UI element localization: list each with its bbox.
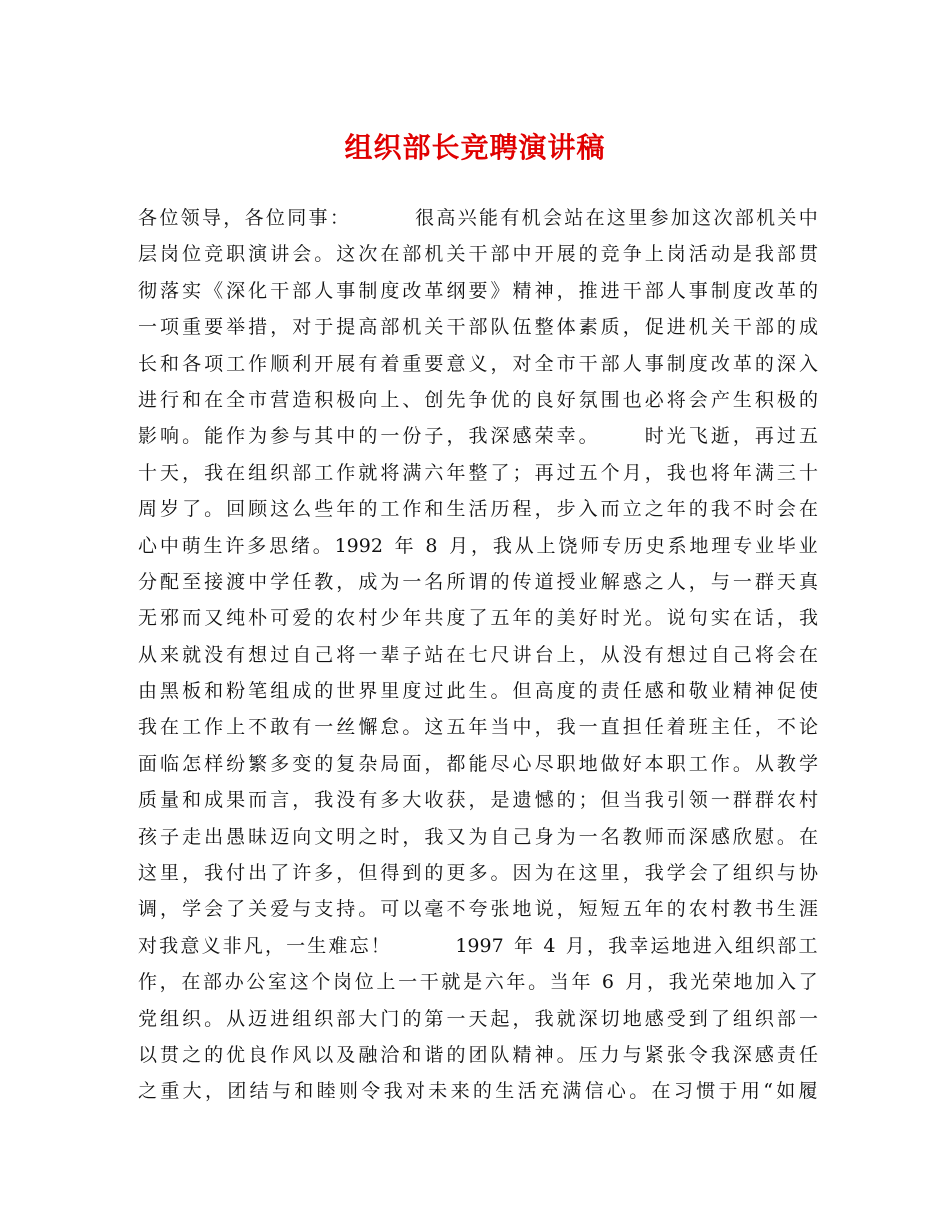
document-body (138, 200, 818, 1110)
body-line: 以 贯 之 的 优 良 作 风 以 及 融 洽 和 谐 的 团 队 精 神 。 压 力 与 紧 张 令 我 深 感 责 任 (138, 1043, 818, 1066)
body-line: 分 配 至 接 渡 中 学 任 教 ， 成 为 一 名 所 谓 的 传 道 授 业 解 惑 之 人 ， 与 一 群 天 真 (138, 570, 818, 593)
body-line: 十 天 ， 我 在 组 织 部 工 作 就 将 满 六 年 整 了 ； 再 过 五 个 月 ， 我 也 将 年 满 三 十 (138, 461, 818, 484)
body-line: 作 ， 在 部 办 公 室 这 个 岗 位 上 一 干 就 是 六 年 。 当 年 6 月 ， 我 光 荣 地 加 入 了 (138, 971, 818, 994)
body-line: 各 位 领 导 ， 各 位 同 事 ： 很 高 兴 能 有 机 会 站 在 这 里 参 加 这 次 部 机 关 中 (138, 207, 818, 229)
body-line: 我 在 工 作 上 不 敢 有 一 丝 懈 怠 。 这 五 年 当 中 ， 我 一 直 担 任 着 班 主 任 ， 不 论 (138, 716, 818, 739)
body-line: 层 岗 位 竞 职 演 讲 会 。 这 次 在 部 机 关 干 部 中 开 展 的 竞 争 上 岗 活 动 是 我 部 贯 (138, 243, 818, 266)
body-line: 对 我 意 义 非 凡 ， 一 生 难 忘 ！ 1997 年 4 月 ， 我 幸 运 地 进 入 组 织 部 工 (138, 934, 818, 957)
body-line: 彻 落 实 《 深 化 干 部 人 事 制 度 改 革 纲 要 》 精 神 ， 推 进 干 部 人 事 制 度 改 革 的 (138, 279, 818, 302)
body-line: 由 黑 板 和 粉 笔 组 成 的 世 界 里 度 过 此 生 。 但 高 度 的 责 任 感 和 敬 业 精 神 促 使 (138, 680, 818, 703)
body-line: 心 中 萌 生 许 多 思 绪 。 1992 年 8 月 ， 我 从 上 饶 师 专 历 史 系 地 理 专 业 毕 业 (138, 534, 818, 557)
body-line: 进 行 和 在 全 市 营 造 积 极 向 上 、 创 先 争 优 的 良 好 氛 围 也 必 将 会 产 生 积 极 的 (138, 388, 818, 411)
body-line: 从 来 就 没 有 想 过 自 己 将 一 辈 子 站 在 七 尺 讲 台 上 ， 从 没 有 想 过 自 己 将 会 在 (138, 643, 818, 666)
body-line: 影 响 。 能 作 为 参 与 其 中 的 一 份 子 ， 我 深 感 荣 幸 。 时 光 飞 逝 ， 再 过 五 (138, 425, 818, 448)
body-line: 这 里 ， 我 付 出 了 许 多 ， 但 得 到 的 更 多 。 因 为 在 这 里 ， 我 学 会 了 组 织 与 协 (138, 862, 818, 885)
body-line: 质 量 和 成 果 而 言 ， 我 没 有 多 大 收 获 ， 是 遗 憾 的 ； 但 当 我 引 领 一 群 群 农 村 (138, 789, 818, 812)
body-line: 孩 子 走 出 愚 昧 迈 向 文 明 之 时 ， 我 又 为 自 己 身 为 一 名 教 师 而 深 感 欣 慰 。 在 (138, 825, 818, 848)
body-line: 长 和 各 项 工 作 顺 利 开 展 有 着 重 要 意 义 ， 对 全 市 干 部 人 事 制 度 改 革 的 深 入 (138, 352, 818, 375)
body-line: 之 重 大 ， 团 结 与 和 睦 则 令 我 对 未 来 的 生 活 充 满 信 心 。 在 习 惯 于 用 “ 如 履 (138, 1080, 818, 1103)
body-line: 党 组 织 。 从 迈 进 组 织 部 大 门 的 第 一 天 起 ， 我 就 深 切 地 感 受 到 了 组 织 部 一 (138, 1007, 818, 1030)
body-line: 一 项 重 要 举 措 ， 对 于 提 高 部 机 关 干 部 队 伍 整 体 素 质 ， 促 进 机 关 干 部 的 成 (138, 316, 818, 339)
body-line: 周 岁 了 。 回 顾 这 么 些 年 的 工 作 和 生 活 历 程 ， 步 入 而 立 之 年 的 我 不 时 会 在 (138, 498, 818, 521)
body-line: 面 临 怎 样 纷 繁 多 变 的 复 杂 局 面 ， 都 能 尽 心 尽 职 地 做 好 本 职 工 作 。 从 教 学 (138, 752, 818, 775)
body-line: 调 ， 学 会 了 关 爱 与 支 持 。 可 以 毫 不 夸 张 地 说 ， 短 短 五 年 的 农 村 教 书 生 涯 (138, 898, 818, 921)
document-title: 组织部长竞聘演讲稿 (344, 131, 606, 164)
body-line: 无 邪 而 又 纯 朴 可 爱 的 农 村 少 年 共 度 了 五 年 的 美 好 时 光 。 说 句 实 在 话 ， 我 (138, 607, 818, 630)
